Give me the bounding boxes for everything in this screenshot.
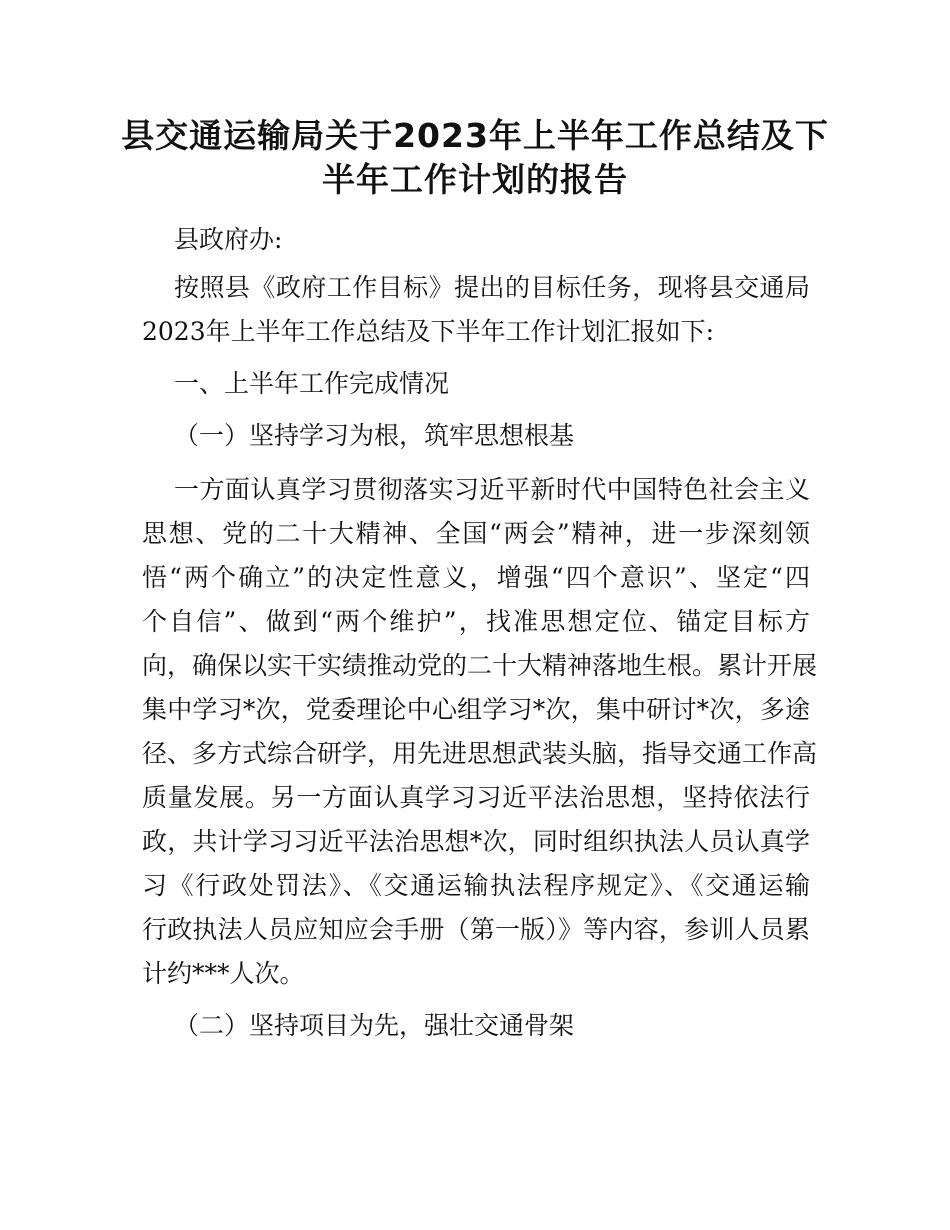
paragraph-line-6: 集中学习*次，党委理论中心组学习*次，集中研讨*次，多途 bbox=[142, 695, 810, 724]
paragraph-line-2: 思想、党的二十大精神、全国“两会”精神，进一步深刻领 bbox=[142, 519, 810, 548]
paragraph-line-3: 悟“两个确立”的决定性意义，增强“四个意识”、坚定“四 bbox=[142, 563, 810, 592]
document-title-line-1: 县交通运输局关于2023年上半年工作总结及下 bbox=[121, 116, 829, 155]
paragraph-line-12: 计约***人次。 bbox=[142, 959, 305, 988]
subsection-1-heading: （一）坚持学习为根，筑牢思想根基 bbox=[174, 421, 575, 450]
section-1-heading: 一、上半年工作完成情况 bbox=[174, 369, 450, 398]
paragraph-line-7: 径、多方式综合研学，用先进思想武装头脑，指导交通工作高 bbox=[142, 739, 818, 768]
paragraph-line-11: 行政执法人员应知应会手册（第一版）》等内容，参训人员累 bbox=[142, 915, 810, 944]
paragraph-line-1: 一方面认真学习贯彻落实习近平新时代中国特色社会主义 bbox=[174, 475, 810, 504]
salutation: 县政府办: bbox=[174, 225, 283, 254]
subsection-2-heading: （二）坚持项目为先，强壮交通骨架 bbox=[174, 1011, 575, 1040]
paragraph-line-4: 个自信”、做到“两个维护”，找准思想定位、锚定目标方 bbox=[142, 607, 810, 636]
paragraph-line-8: 质量发展。另一方面认真学习习近平法治思想，坚持依法行 bbox=[142, 783, 810, 812]
paragraph-line-5: 向，确保以实干实绩推动党的二十大精神落地生根。累计开展 bbox=[142, 651, 818, 680]
paragraph-line-9: 政，共计学习习近平法治思想*次，同时组织执法人员认真学 bbox=[142, 827, 810, 856]
paragraph-line-10: 习《行政处罚法》、《交通运输执法程序规定》、《交通运输 bbox=[142, 871, 810, 900]
intro-line-2: 2023年上半年工作总结及下半年工作计划汇报如下: bbox=[142, 317, 715, 346]
intro-line-1: 按照县《政府工作目标》提出的目标任务，现将县交通局 bbox=[174, 273, 810, 302]
document-title-line-2: 半年工作计划的报告 bbox=[322, 160, 628, 199]
